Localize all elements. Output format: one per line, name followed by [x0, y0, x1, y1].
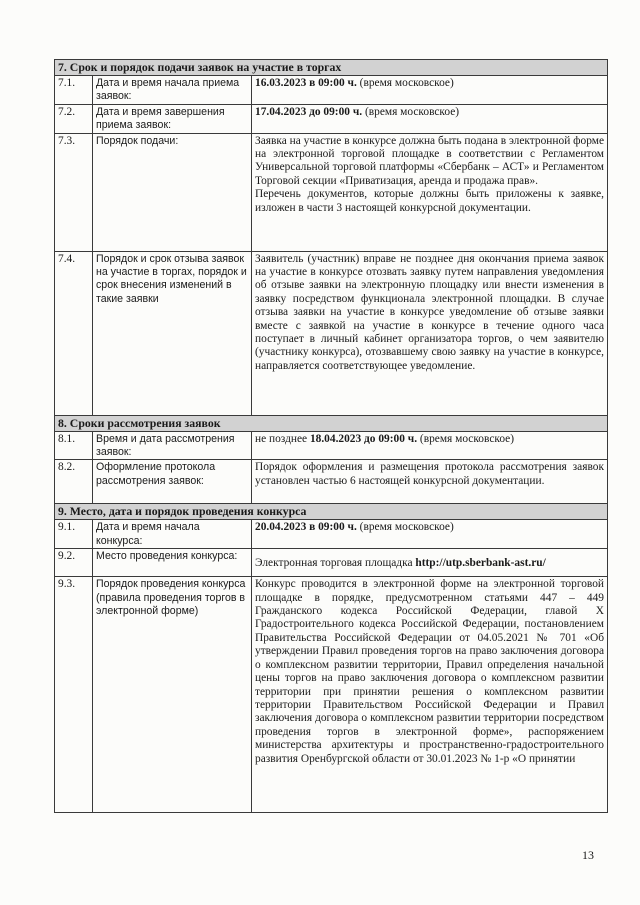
- row-number: 9.2.: [55, 549, 93, 577]
- row-value: [252, 577, 608, 813]
- row-label: Место проведения конкурса:: [93, 549, 252, 577]
- table-row-7-4: [55, 251, 608, 415]
- date-bold: 20.04.2023 в 09:00 ч.: [255, 521, 357, 534]
- row-label: Порядок подачи:: [93, 133, 252, 251]
- date-note: (время московское): [356, 521, 454, 534]
- section-header-7: [55, 60, 608, 76]
- row-label: Дата и время завершения приема заявок:: [93, 104, 252, 133]
- row-label: Дата и время начала приема заявок:: [93, 76, 252, 105]
- platform-url: http://utp.sberbank-ast.ru/: [415, 556, 546, 569]
- row-label: Дата и время начала конкурса:: [93, 520, 252, 549]
- section-header-8: [55, 415, 608, 431]
- row-number: 8.1.: [55, 431, 93, 460]
- section-header-9: [55, 504, 608, 520]
- place-prefix: Электронная торговая площадка: [255, 556, 416, 569]
- date-bold: 17.04.2023 до 09:00 ч.: [255, 105, 363, 118]
- row-label: Время и дата рассмотрения заявок:: [93, 431, 252, 460]
- paragraph: Конкурс проводится в электронной форме на электронной торговой площадке в порядке, предусмотренном статьями 447 – 449 Гражданского кодекса Российской Федерации, главой X Градостроительного кодекса Российской Федерации, постановлением Правительства Российской Федерации от 04.05.2021 № 701 «Об утверждении Правил проведения торгов на право заключения договора о комплексном развитии территории, Правил определения начальной цены торгов на право заключения договора о комплексном развитии территории при принятии решения о комплексном развитии территории Правительством Российской Федерации и Правил заключения договора о комплексном развитии территории посредством проведения торгов в электронной форме», распоряжением министерства архитектуры и пространственно-градостроительного развития Оренбургской области от 30.01.2023 № 1-р «О принятии: [255, 578, 605, 765]
- table-row-7-2: [55, 104, 608, 133]
- date-bold: 16.03.2023 в 09:00 ч.: [255, 77, 357, 89]
- row-label: Порядок и срок отзыва заявок на участие в торгах, порядок и срок внесения изменений в такие заявки: [93, 251, 252, 415]
- row-value: [252, 76, 608, 105]
- paragraph: Заявка на участие в конкурсе должна быть подана в электронной форме на электронной торговой площадке в соответствии с Регламентом Универсальной торговой платформы «Сбербанк – АСТ» и Регламентом Торговой секции «Приватизация, аренда и продажа прав».: [255, 134, 605, 187]
- table-row-9-1: [55, 520, 608, 549]
- row-value: [252, 520, 608, 549]
- table-row-8-2: [55, 460, 608, 504]
- date-prefix: не позднее: [255, 432, 310, 445]
- row-value: [252, 104, 608, 133]
- table-row-7-1: [55, 76, 608, 105]
- table-row-8-1: [55, 431, 608, 460]
- section-title: 7. Срок и порядок подачи заявок на участие в торгах: [55, 60, 608, 76]
- section-title: 8. Сроки рассмотрения заявок: [55, 415, 608, 431]
- date-bold: 18.04.2023 до 09:00 ч.: [309, 432, 418, 445]
- row-value: [252, 460, 608, 504]
- row-value: [252, 133, 608, 251]
- row-label: Оформление протокола рассмотрения заявок:: [93, 460, 252, 504]
- paragraph: Перечень документов, которые должны быть приложены к заявке, изложен в части 3 настоящей конкурсной документации.: [255, 188, 605, 214]
- paragraph: Порядок оформления и размещения протокола рассмотрения заявок установлен частью 6 настоящей конкурсной документации.: [255, 461, 605, 487]
- date-note: (время московское): [362, 105, 460, 118]
- row-number: 7.2.: [55, 104, 93, 133]
- section-title: 9. Место, дата и порядок проведения конкурса: [55, 504, 608, 520]
- date-note: (время московское): [417, 432, 515, 445]
- row-number: 7.4.: [55, 251, 93, 415]
- row-label: Порядок проведения конкурса (правила проведения торгов в электронной форме): [93, 577, 252, 813]
- row-number: 9.3.: [55, 577, 93, 813]
- page-number: 13: [582, 848, 594, 862]
- row-number: 7.1.: [55, 76, 93, 105]
- date-note: (время московское): [356, 77, 454, 89]
- row-number: 7.3.: [55, 133, 93, 251]
- row-number: 9.1.: [55, 520, 93, 549]
- table-row-7-3: [55, 133, 608, 251]
- row-value: [252, 431, 608, 460]
- paragraph: Заявитель (участник) вправе не позднее дня окончания приема заявок на участие в конкурсе отозвать заявку путем направления уведомления об отзыве заявки на электронную площадку или внести изменения в заявку посредством функционала электронной площадки. В случае отзыва заявки на участие в конкурсе уведомление об отзыве заявки вместе с заявкой на участие в конкурсе в течение одного часа поступает в личный кабинет организатора торгов, о чем заявителю (участнику конкурса), отозвавшему свою заявку на участие в конкурсе, направляется соответствующее уведомление.: [255, 252, 605, 372]
- document-table: [54, 59, 608, 813]
- row-value: [252, 549, 608, 577]
- table-row-9-2: [55, 549, 608, 577]
- row-number: 8.2.: [55, 460, 93, 504]
- table-row-9-3: [55, 577, 608, 813]
- row-value: [252, 251, 608, 415]
